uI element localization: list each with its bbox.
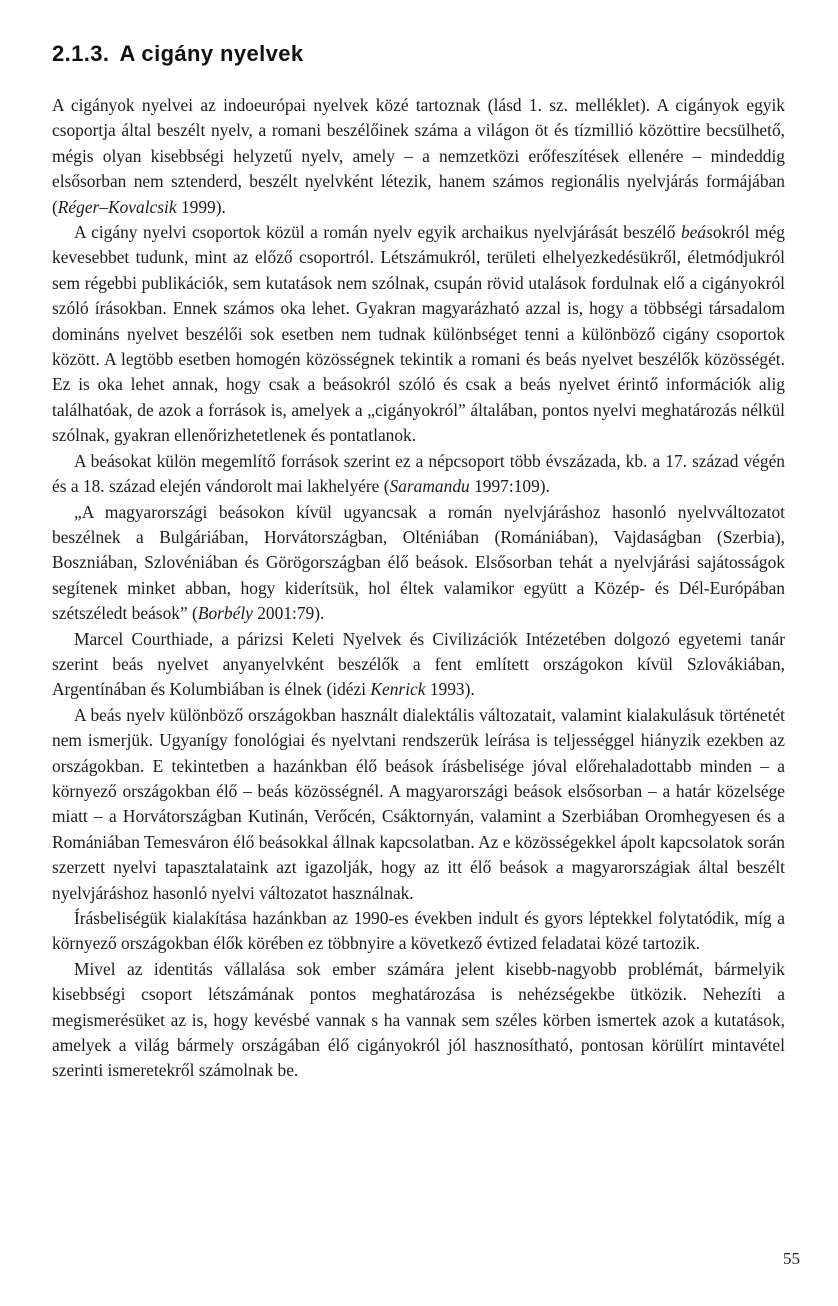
paragraph (52, 93, 785, 220)
section-heading (52, 41, 304, 67)
citation-author: beás (680, 222, 713, 243)
paragraph (52, 500, 785, 627)
paragraph (52, 449, 785, 500)
paragraph (52, 906, 785, 957)
paragraph (52, 220, 785, 449)
paragraph-text: A cigány nyelvi csoportok közül a román nyelv egyik archaikus nyelvjárását beszélő (74, 222, 681, 243)
paragraph-text: A beásokat külön megemlítő források szerint ez a népcsoport több évszázada, kb. a 17. század végén és a 18. század elején vándorolt mai lakhelyére ( (52, 450, 785, 497)
page-number: 55 (783, 1249, 800, 1268)
section-number: 2.1.3. (52, 41, 110, 66)
paragraph-text: A cigányok nyelvei az indoeurópai nyelvek közé tartoznak (lásd 1. sz. melléklet). A cigányok egyik csoportja által beszélt nyelv, a romani beszélőinek száma a világon öt és tízmillió közöttire becsülhető, mégis olyan kisebbségi helyzetű nyelv, amely – a nemzetközi erőfeszítések ellenére – mindeddig elsősorban nem sztenderd, beszélt nyelvként létezik, hanem számos regionális nyelvjárás formájában ( (52, 95, 785, 217)
paragraph-text: 1993). (425, 679, 475, 700)
paragraph-text: 2001:79). (252, 603, 325, 624)
body-text (52, 93, 785, 1084)
citation-author: Borbély (197, 603, 253, 624)
citation-author: Kenrick (370, 679, 426, 700)
paragraph-text: Mivel az identitás vállalása sok ember számára jelent kisebb-nagyobb problémát, bármelyik kisebbségi csoport létszámának pontos meghatározása is nehézségekbe ütközik. Nehezíti a megismerésüket az is, hogy kevésbé vannak s ha vannak sem széles körben ismertek azok a kutatások, amelyek a világ bármely országában élő cigányokról jól hasznosítható, pontosan körülírt mintavétel szerinti ismeretekről számolnak be. (52, 958, 785, 1081)
paragraph (52, 957, 785, 1084)
section-title: A cigány nyelvek (119, 41, 304, 66)
paragraph (52, 703, 785, 906)
paragraph-text: Írásbeliségük kialakítása hazánkban az 1990-es években indult és gyors léptekkel folytatódik, míg a környező országokban élők körében ez többnyire a következő évtized feladatai közé tartozik. (52, 908, 785, 954)
paragraph-text: A beás nyelv különböző országokban használt dialektális változatait, valamint kialakulásuk történetét nem ismerjük. Ugyanígy fonológiai és nyelvtani rendszerük leírása is teljességgel hiányzik ezekben az országokban. E tekintetben a hazánkban élő beások írásbelisége jóval előrehaladottabb minden – a környező országokban élő – beás közösségnél. A magyarországi beások elsősorban – a határ közelsége miatt – a Horvátországban Kutinán, Verőcén, Csáktornyán, valamint a Szerbiában Oromhegyesen és a Romániában Temesváron élő beásokkal állnak kapcsolatban. Az e közösségekkel ápolt kapcsolatok során szerzett nyelvi tapasztalataink azt igazolják, hogy az itt élő beások a magyarországiak által beszélt nyelvjáráshoz hasonló nyelvi változatot használnak. (52, 704, 785, 903)
paragraph-text: okról még kevesebbet tudunk, mint az előző csoportról. Létszámukról, területi elhelyezkedésükről, életmódjukról sem régebbi publikációk, sem kutatások nem szólnak, csupán rövid utalások fordulnak elő a cigányokról szóló írásokban. Ennek számos oka lehet. Gyakran magyarázható azzal is, hogy a többségi társadalom domináns nyelvet beszélői sok esetben nem tudnak különbséget tenni a különböző cigány csoportok között. A legtöbb esetben homogén közösségnek tekintik a romani és beás nyelvet beszélők közösségét. Ez is oka lehet annak, hogy csak a beásokról szóló és csak a beás nyelvet érintő információk alig találhatóak, de azok a források is, amelyek a „cigányokról” általában, pontos nyelvi meghatározás nélkül szólnak, gyakran ellenőrizhetetlenek és pontatlanok. (52, 222, 786, 446)
paragraph-text: „A magyarországi beásokon kívül ugyancsak a román nyelvjáráshoz hasonló nyelvváltozatot beszélnek a Bulgáriában, Horvátországban, Olténiában (Romániában), Vajdaságban (Szerbia), Boszniában, Szlovéniában és Görögországban élő beások. Elsősorban tehát a nyelvjárási sajátosságok segítenek minket abban, hogy kiderítsük, hol éltek valamikor együtt a Közép- és Dél-Európában szétszéledt beások” ( (52, 501, 785, 624)
paragraph (52, 627, 785, 703)
citation-author: Réger–Kovalcsik (57, 196, 177, 217)
paragraph-text: Marcel Courthiade, a párizsi Keleti Nyelvek és Civilizációk Intézetében dolgozó egyetemi tanár szerint beás nyelvet anyanyelvként beszélők a fent említett országokon kívül Szlovákiában, Argentínában és Kolumbiában is élnek (idézi (52, 628, 785, 700)
citation-author: Saramandu (389, 476, 470, 497)
paragraph-text: 1999). (176, 196, 226, 217)
paragraph-text: 1997:109). (469, 476, 550, 497)
